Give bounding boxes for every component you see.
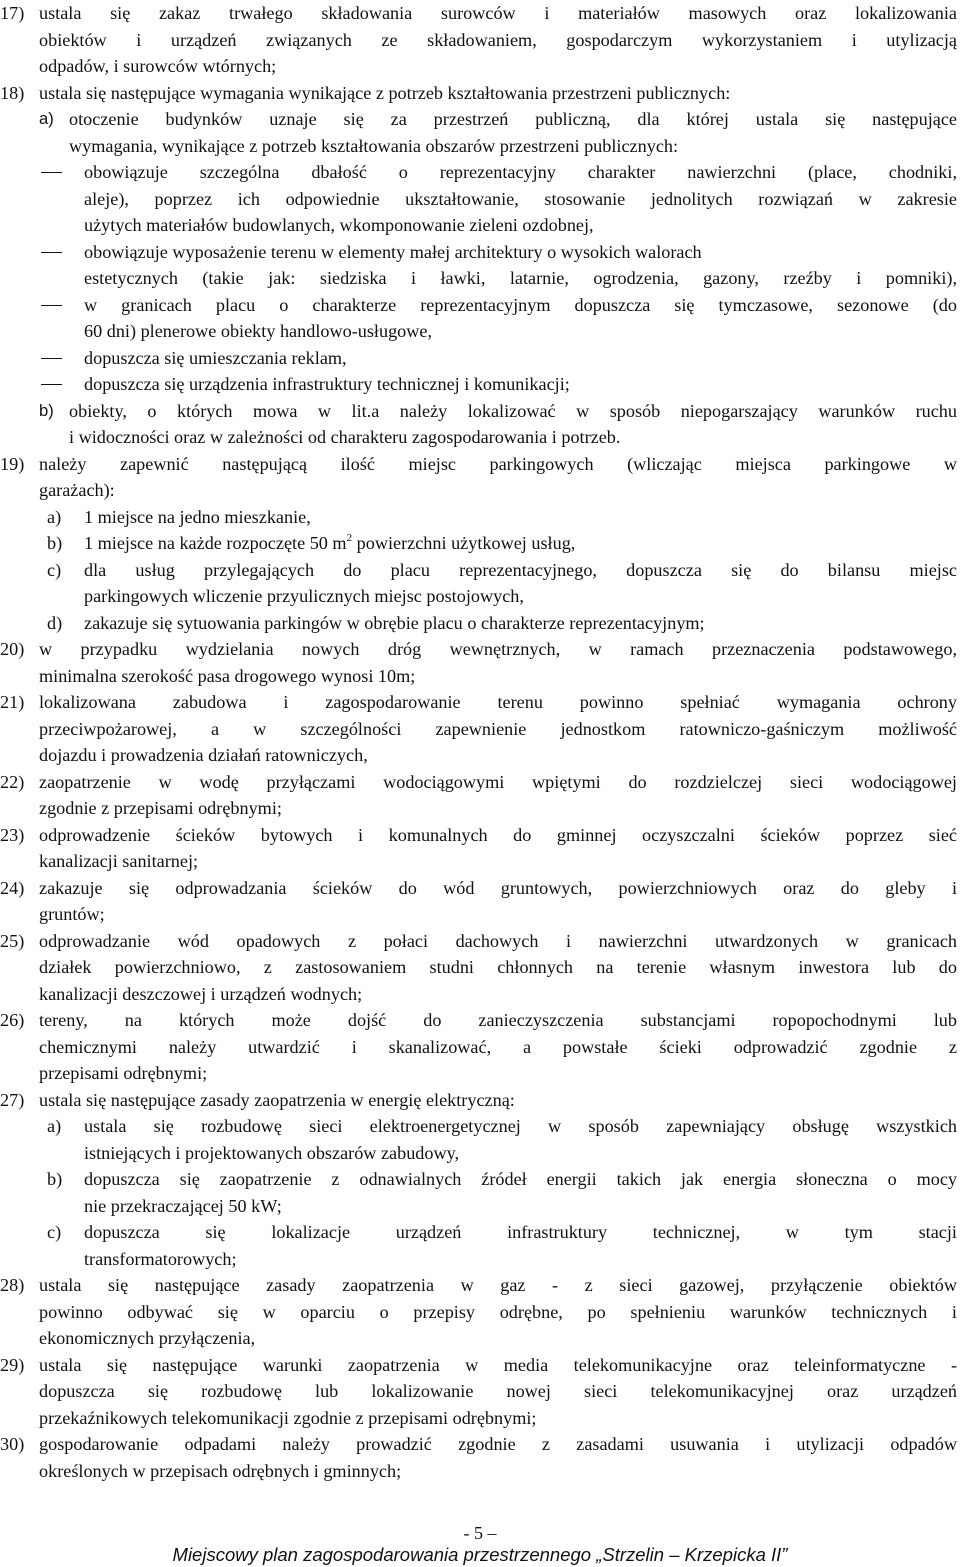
item-number: 18) (0, 82, 25, 103)
line-text: 1 miejsce na jedno mieszkanie, (84, 506, 311, 527)
text-line (0, 318, 960, 344)
line-text: estetycznych (takie jak: siedziska i ławki, latarnie, ogrodzenia, gazony, rzeźby i pomniki), (84, 268, 957, 288)
text-line (0, 1299, 960, 1325)
line-text: aleje), poprzez ich odpowiednie ukształtowanie, stosowanie jednolitych rozwiązań w zakresie (84, 188, 957, 209)
text-line (0, 424, 960, 450)
item-number: 27) (0, 1089, 25, 1110)
text-line (0, 716, 960, 742)
line-text: należy zapewnić następującą ilość miejsc parkingowych (wliczając miejsca parkingowe w (39, 453, 957, 474)
dash-bullet (41, 305, 62, 306)
text-line (0, 1166, 960, 1192)
item-number: 22) (0, 771, 25, 792)
text-line (0, 822, 960, 848)
dash-bullet (41, 358, 62, 359)
line-text: dopuszcza się lokalizacje urządzeń infrastruktury technicznej, w tym stacji (84, 1222, 957, 1242)
line-text: gruntów; (39, 904, 105, 924)
text-line (0, 530, 960, 556)
item-number: 24) (0, 877, 25, 898)
line-text: działek powierzchniowo, z zastosowaniem studni chłonnych na terenie własnym inwestora lub do (39, 957, 957, 977)
line-text: i widoczności oraz w zależności od charakteru zagospodarowania i potrzeb. (69, 427, 621, 447)
line-text: kanalizacji deszczowej i urządzeń wodnych; (39, 983, 363, 1004)
text-line (0, 292, 960, 318)
page-number: - 5 – (463, 1523, 497, 1543)
text-line (0, 769, 960, 795)
text-line (0, 106, 960, 132)
sub-item-label: c) (47, 1222, 62, 1242)
sub-item-label: b) (47, 1169, 63, 1189)
line-text: odprowadzenie ścieków bytowych i komunalnych do gminnej oczyszczalni ścieków poprzez sieć (39, 824, 957, 845)
sub-item-label: b) (47, 533, 63, 553)
line-text: obiekty, o których mowa w lit.a należy lokalizować w sposób niepogarszający warunków ruchu (69, 400, 957, 421)
text-line (0, 345, 960, 371)
line-text: ustala się rozbudowę sieci elektroenergetycznej w sposób zapewniający obsługę wszystkich (84, 1116, 957, 1136)
sub-item-label: d) (47, 612, 63, 633)
line-text: obowiązuje wyposażenie terenu w elementy małej architektury o wysokich walorach (84, 241, 702, 262)
line-text: zgodnie z przepisami odrębnymi; (39, 798, 282, 818)
text-line (0, 159, 960, 185)
text-line (0, 1272, 960, 1298)
sub-item-label: a) (47, 506, 62, 527)
line-text: minimalna szerokość pasa drogowego wynosi 10m; (39, 665, 416, 686)
text-line (0, 1458, 960, 1484)
text-line (0, 186, 960, 212)
line-text: garażach): (39, 480, 115, 500)
line-text: dopuszcza się urządzenia infrastruktury technicznej i komunikacji; (84, 374, 570, 394)
text-line (0, 583, 960, 609)
line-text: kanalizacji sanitarnej; (39, 851, 199, 871)
text-line (0, 1034, 960, 1060)
text-line (0, 1193, 960, 1219)
item-number: 30) (0, 1434, 25, 1454)
text-line (0, 610, 960, 636)
line-text: ustala się następujące wymagania wynikające z potrzeb kształtowania przestrzeni publicznych: (39, 82, 731, 103)
text-line (0, 1405, 960, 1431)
text-line (0, 1060, 960, 1086)
text-line (0, 663, 960, 689)
dash-bullet (41, 252, 62, 253)
text-line (0, 636, 960, 662)
item-number: 20) (0, 639, 25, 659)
text-line (0, 1007, 960, 1033)
sub-item-label: b) (39, 400, 54, 420)
item-number: 17) (0, 3, 25, 23)
dash-bullet (41, 172, 62, 173)
item-number: 21) (0, 692, 25, 712)
item-number: 29) (0, 1354, 25, 1375)
text-line (0, 239, 960, 265)
text-line (0, 1352, 960, 1378)
text-line (0, 689, 960, 715)
sub-item-label: c) (47, 559, 62, 580)
item-number: 19) (0, 453, 25, 474)
text-line (0, 133, 960, 159)
text-line (0, 928, 960, 954)
line-text: transformatorowych; (84, 1248, 237, 1269)
line-text: tereny, na których może dojść do zanieczyszczenia substancjami ropopochodnymi lub (39, 1010, 957, 1030)
line-text: chemicznymi należy utwardzić i skanalizować, a powstałe ścieki odprowadzić zgodnie z (39, 1036, 957, 1057)
line-text (84, 530, 957, 556)
dash-bullet (41, 384, 62, 385)
text-line (0, 371, 960, 397)
line-text: przepisami odrębnymi; (39, 1063, 208, 1083)
text-line (0, 875, 960, 901)
line-text: odprowadzanie wód opadowych z połaci dachowych i nawierzchni utwardzonych w granicach (39, 930, 957, 951)
line-text: przeciwpożarowej, a w szczególności zapewnienie jednostkom ratowniczo-gaśniczym możliwość (39, 718, 957, 739)
item-number: 26) (0, 1010, 25, 1030)
line-text: ustala się następujące zasady zaopatrzenia w energię elektryczną: (39, 1089, 515, 1110)
line-text: określonych w przepisach odrębnych i gminnych; (39, 1460, 402, 1481)
text-line (0, 1431, 960, 1457)
text-line (0, 0, 960, 26)
text-line (0, 504, 960, 530)
line-text-main: 1 miejsce na każde rozpoczęte 50 m (84, 533, 347, 553)
text-line (0, 53, 960, 79)
line-text: parkingowych wliczenie przyulicznych miejsc postojowych, (84, 586, 524, 606)
line-text: dopuszcza się zaopatrzenie z odnawialnych źródeł energii takich jak energia słoneczna o mocy (84, 1169, 957, 1189)
line-text: nie przekraczającej 50 kW; (84, 1195, 282, 1216)
text-line (0, 742, 960, 768)
text-line (0, 1087, 960, 1113)
page-footer: Miejscowy plan zagospodarowania przestrzennego „Strzelin – Krzepicka II” (172, 1544, 788, 1565)
line-text: w granicach placu o charakterze reprezentacyjnym dopuszcza się tymczasowe, sezonowe (do (84, 294, 957, 315)
text-line (0, 1378, 960, 1404)
line-text: dla usług przylegających do placu reprezentacyjnego, dopuszcza się do bilansu miejsc (84, 559, 957, 580)
line-text: w przypadku wydzielania nowych dróg wewnętrznych, w ramach przeznaczenia podstawowego, (39, 639, 957, 659)
sub-item-label: a) (39, 109, 54, 128)
item-number: 25) (0, 930, 25, 951)
line-text: odpadów, i surowców wtórnych; (39, 56, 277, 76)
line-text: dopuszcza się rozbudowę lub lokalizowanie nowej sieci telekomunikacyjnej oraz urządzeń (39, 1381, 957, 1401)
line-text: zakazuje się odprowadzania ścieków do wód gruntowych, powierzchniowych oraz do gleby i (39, 877, 957, 898)
text-line (0, 1246, 960, 1272)
line-text: obowiązuje szczególna dbałość o reprezentacyjny charakter nawierzchni (place, chodniki, (84, 162, 957, 182)
line-text: ustala się następujące zasady zaopatrzenia w gaz - z sieci gazowej, przyłączenie obiektów (39, 1275, 957, 1295)
line-text: zakazuje się sytuowania parkingów w obrębie placu o charakterze reprezentacyjnym; (84, 612, 705, 633)
line-text: obiektów i urządzeń związanych ze składowaniem, gospodarczym wykorzystaniem i utylizacją (39, 29, 957, 50)
text-line (0, 1113, 960, 1139)
text-line (0, 80, 960, 106)
line-text: wymagania, wynikające z potrzeb kształtowania obszarów przestrzeni publicznych: (69, 135, 679, 156)
line-text: ekonomicznych przyłączenia, (39, 1328, 256, 1348)
text-line (0, 557, 960, 583)
line-text: zaopatrzenie w wodę przyłączami wodociągowymi wpiętymi do rozdzielczej sieci wodociągowej (39, 771, 957, 792)
line-text: ustala się następujące warunki zaopatrzenia w media telekomunikacyjne oraz teleinformatyczne - (39, 1354, 957, 1375)
line-text: dojazdu i prowadzenia działań ratowniczych, (39, 745, 368, 765)
line-text: 60 dni) plenerowe obiekty handlowo-usługowe, (84, 321, 433, 341)
text-line (0, 1140, 960, 1166)
line-text: gospodarowanie odpadami należy prowadzić zgodnie z zasadami usuwania i utylizacji odpadów (39, 1434, 957, 1454)
text-line (0, 398, 960, 424)
line-text: użytych materiałów budowlanych, wkomponowanie zieleni ozdobnej, (84, 215, 594, 235)
sub-item-label: a) (47, 1116, 62, 1136)
text-line (0, 795, 960, 821)
text-line (0, 477, 960, 503)
text-line (0, 27, 960, 53)
text-line (0, 848, 960, 874)
line-text: przekaźnikowych telekomunikacji zgodnie z przepisami odrębnymi; (39, 1407, 537, 1428)
text-line (0, 901, 960, 927)
line-text: lokalizowana zabudowa i zagospodarowanie terenu powinno spełniać wymagania ochrony (39, 692, 957, 712)
line-text: otoczenie budynków uznaje się za przestrzeń publiczną, dla której ustala się następujące (69, 109, 957, 129)
text-line (0, 981, 960, 1007)
text-line (0, 265, 960, 291)
text-line (0, 212, 960, 238)
line-text: ustala się zakaz trwałego składowania surowców i materiałów masowych oraz lokalizowania (39, 3, 957, 23)
superscript: 2 (346, 531, 353, 544)
line-text: powinno odbywać się w oparciu o przepisy odrębne, po spełnieniu warunków technicznych i (39, 1301, 957, 1322)
line-text: dopuszcza się umieszczania reklam, (84, 347, 347, 368)
text-line (0, 1325, 960, 1351)
text-line (0, 451, 960, 477)
text-line (0, 1219, 960, 1245)
item-number: 23) (0, 824, 25, 845)
line-text-after: powierzchni użytkowej usług, (352, 533, 576, 553)
text-line (0, 954, 960, 980)
item-number: 28) (0, 1275, 25, 1295)
line-text: istniejących i projektowanych obszarów zabudowy, (84, 1142, 460, 1163)
